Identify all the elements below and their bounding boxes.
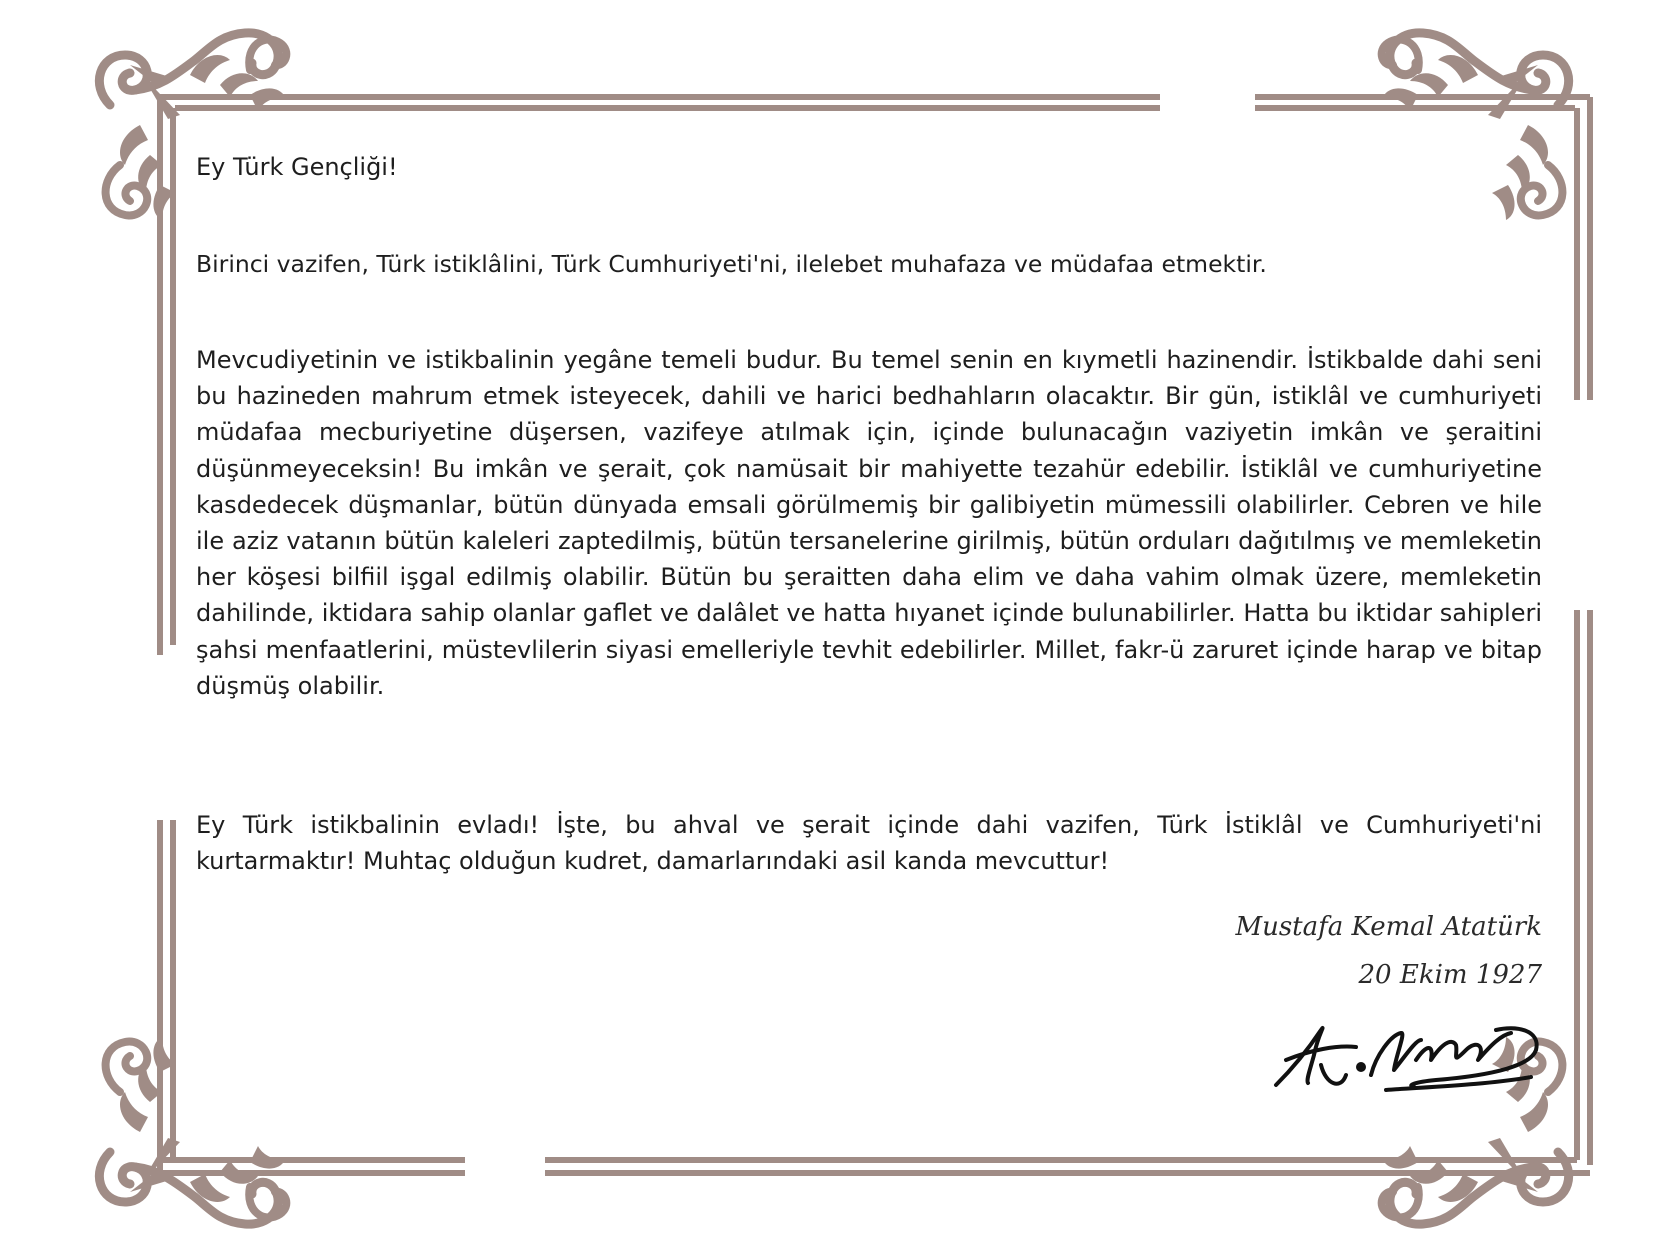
author-name: Mustafa Kemal Atatürk [1235,912,1542,942]
corner-ornament-top-right [1382,33,1569,220]
salutation: Ey Türk Gençliği! [196,153,398,181]
corner-ornament-top-left [99,33,286,220]
corner-ornament-bottom-left [99,1037,286,1224]
paragraph-2: Mevcudiyetinin ve istikbalinin yegâne temeli budur. Bu temel senin en kıymetli hazinendir. İstikbalde dahi seni bu hazineden mahrum etmek isteyecek, dahili ve harici bedhahların olacaktır. Bir gün, istiklâl ve cumhuriyeti müdafaa mecburiyetine düşersen, vazifeye atılmak için, içinde bulunacağın vaziyetin imkân ve şeraitini düşünmeyeceksin! Bu imkân ve şerait, çok namüsait bir mahiyette tezahür edebilir. İstiklâl ve cumhuriyetine kasdedecek düşmanlar, bütün dünyada emsali görülmemiş bir galibiyetin mümessili olabilirler. Cebren ve hile ile aziz vatanın bütün kaleleri zaptedilmiş, bütün tersanelerine girilmiş, bütün orduları dağıtılmış ve memleketin her köşesi bilfiil işgal edilmiş olabilir. Bütün bu şeraitten daha elim ve daha vahim olmak üzere, memleketin dahilinde, iktidara sahip olanlar gaflet ve dalâlet ve hatta hıyanet içinde bulunabilirler. Hatta bu iktidar sahipleri şahsi menfaatlerini, müstevlilerin siyasi emelleriyle tevhit edebilirler. Millet, fakr-ü zaruret içinde harap ve bitap düşmüş olabilir. [196,346,1542,700]
letter-date: 20 Ekim 1927 [1358,960,1542,990]
paragraph-1: Birinci vazifen, Türk istiklâlini, Türk Cumhuriyeti'ni, ilelebet muhafaza ve müdafaa etmektir. [196,250,1267,278]
paragraph-3: Ey Türk istikbalinin evladı! İşte, bu ahval ve şerait içinde dahi vazifen, Türk İstiklâl ve Cumhuriyeti'ni kurtarmaktır! Muhtaç olduğun kudret, damarlarındaki asil kanda mevcuttur! [196,811,1542,875]
handwritten-signature [1266,1005,1546,1100]
